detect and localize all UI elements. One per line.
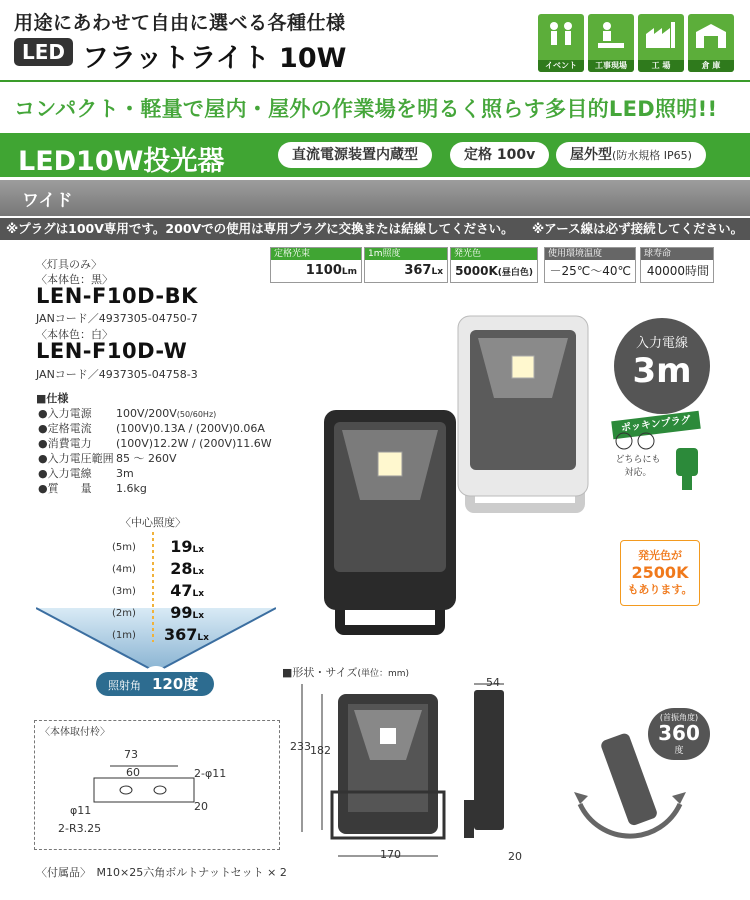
beam-graphic: [36, 600, 276, 680]
shape-title: ■形状・サイズ(単位：mm): [282, 666, 410, 679]
icon-label: 工 場: [638, 60, 684, 72]
earth-note: ※アース線は必ず接続してください。: [532, 221, 744, 236]
illum-distance: (4m): [112, 564, 136, 575]
illum-value: 28Lx: [170, 559, 204, 578]
illuminance-title: 〈中心照度〉: [120, 516, 186, 529]
black-light-image: [310, 400, 470, 640]
spec-head: 発光色: [451, 248, 537, 260]
model-white: LEN-F10D-W: [36, 339, 188, 363]
illum-distance: (5m): [112, 542, 136, 553]
note-left: ※プラグは100V専用です。200Vでの使用は専用プラグに交換または結線してください。: [6, 221, 514, 236]
plug-icon: [662, 440, 708, 492]
accessory-note: 〈付属品〉 M10×25六角ボルトナットセット × 2: [36, 866, 287, 879]
jan-black: JANコード／4937305-04750-7: [36, 312, 198, 325]
dim-20: 20: [194, 800, 208, 813]
spec-heading: ■仕様: [36, 392, 69, 405]
jan-white: JANコード／4937305-04758-3: [36, 368, 198, 381]
type-label: ワイド: [22, 191, 73, 211]
dim-phi: φ11: [70, 804, 92, 817]
color-black-label: 〈本体色：黒〉: [36, 273, 113, 286]
illum-value: 47Lx: [170, 581, 204, 600]
icon-label: 工事現場: [588, 60, 634, 72]
model-black: LEN-F10D-BK: [36, 284, 198, 308]
type-band: [0, 180, 750, 216]
beam-angle-badge: 照射角 120度: [96, 672, 214, 696]
mount-drawing: [90, 760, 200, 820]
illum-value: 99Lx: [170, 603, 204, 622]
led-badge: LED: [14, 38, 73, 66]
divider: [0, 80, 750, 82]
color-option-note: 発光色が 2500K もあります。: [620, 540, 700, 606]
spec-value: 367Lx: [404, 263, 443, 278]
spec-box-flux: [270, 247, 362, 283]
dim-depth: 54: [486, 676, 500, 689]
center-axis-line: [150, 532, 156, 642]
factory-icon: [638, 14, 684, 72]
spec-row: ●定格電流 (100V)0.13A / (200V)0.06A: [38, 422, 265, 435]
plug-pin-icon: [614, 432, 662, 450]
warehouse-icon: [688, 14, 734, 72]
usage-icons: [538, 14, 734, 72]
event-icon: [538, 14, 584, 72]
dim-73: 73: [124, 748, 138, 761]
spec-value: －25℃～40℃: [549, 264, 631, 278]
construction-icon: [588, 14, 634, 72]
pill-small: (防水規格 IP65): [612, 149, 692, 162]
spec-box-color: [450, 247, 538, 283]
badge-label: 入力電線: [635, 336, 688, 351]
spec-head: 1m照度: [365, 248, 447, 260]
feature-pill: [450, 142, 549, 168]
body-only-label: 〈灯具のみ〉: [36, 258, 102, 271]
spec-row: ●入力電源 100V/200V(50/60Hz): [38, 407, 217, 420]
subtitle: 用途にあわせて自由に選べる各種仕様: [14, 12, 346, 34]
spec-head: 使用環境温度: [545, 248, 635, 260]
dim-holes: 2-φ11: [194, 767, 227, 780]
pill-text: 直流電源装置内蔵型: [292, 147, 418, 163]
pill-text: 定格 100v: [464, 147, 536, 163]
dim-total-height: 233: [290, 740, 311, 753]
badge-value: 3m: [632, 351, 692, 391]
spec-box-life: [640, 247, 714, 283]
dim-60: 60: [126, 766, 140, 779]
pill-text: 屋外型: [570, 147, 612, 163]
dim-width: 170: [380, 848, 401, 861]
catch-copy: コンパクト・軽量で屋内・屋外の作業場を明るく照らす多目的LED照明!!: [14, 97, 718, 121]
spec-head: 球寿命: [641, 248, 713, 260]
dim-body-height: 182: [310, 744, 331, 757]
feature-pill: [556, 142, 706, 168]
illum-distance: (1m): [112, 630, 136, 641]
spec-head: 定格光束: [271, 248, 361, 260]
spec-box-lux: [364, 247, 448, 283]
dim-radius: 2-R3.25: [58, 822, 102, 835]
plug-note: どちらにも対応。: [615, 455, 661, 478]
feature-pill: [278, 142, 432, 168]
pokin-plug-title: ポッキンプラグ: [611, 411, 701, 440]
rotation-badge: (首振角度) 360 度: [648, 708, 710, 760]
spec-row: ●消費電力 (100V)12.2W / (200V)11.6W: [38, 437, 272, 450]
icon-label: 倉 庫: [688, 60, 734, 72]
product-type-title: LED10W投光器: [18, 146, 225, 177]
illum-value: 19Lx: [170, 537, 204, 556]
mount-title: 〈本体取付柃〉: [40, 727, 110, 738]
illum-distance: (2m): [112, 608, 136, 619]
page-title: フラットライト 10W: [82, 43, 347, 74]
spec-value: 40000時間: [646, 264, 709, 278]
dimension-drawing: [288, 680, 528, 870]
spec-value: 1100Lm: [305, 263, 357, 278]
spec-row: ●入力電圧範囲 85 ～ 260V: [38, 452, 177, 465]
spec-row: ●入力電線 3m: [38, 467, 134, 480]
spec-box-temp: [544, 247, 636, 283]
color-white-label: 〈本体色：白〉: [36, 328, 113, 341]
illum-value: 367Lx: [164, 625, 209, 644]
illum-distance: (3m): [112, 586, 136, 597]
spec-value: 5000K(昼白色): [455, 264, 533, 278]
spec-row: ●質 量 1.6kg: [38, 482, 147, 495]
cord-length-badge: [614, 318, 710, 414]
dim-bracket: 20: [508, 850, 522, 863]
icon-label: イベント: [538, 60, 584, 72]
